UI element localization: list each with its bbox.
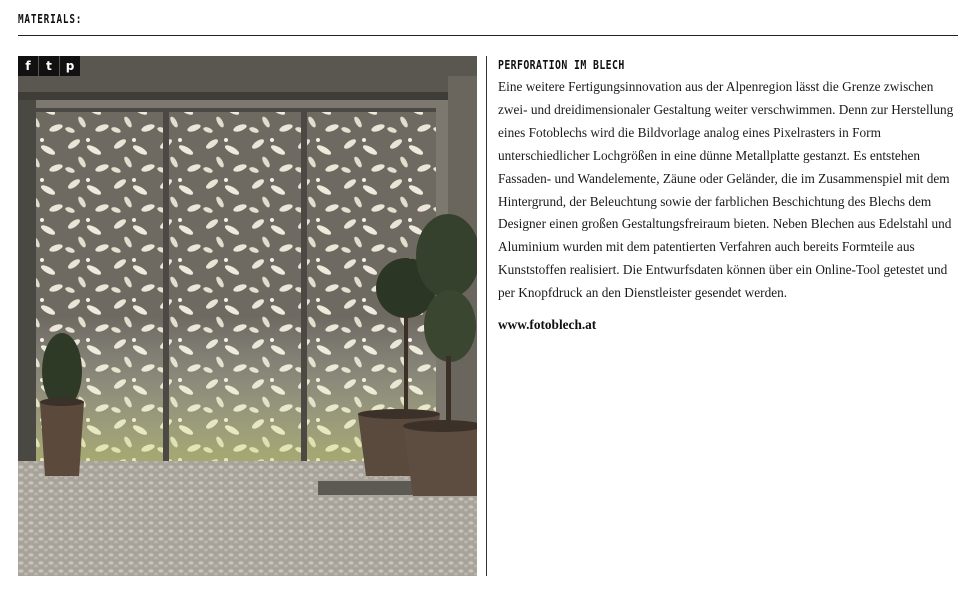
- article-title: PERFORATION IM BLECH: [498, 58, 625, 72]
- pinterest-share-button[interactable]: [60, 56, 80, 76]
- pinterest-icon: p: [65, 59, 75, 73]
- article: [498, 58, 958, 333]
- facebook-share-button[interactable]: [18, 56, 38, 76]
- article-photo: [18, 56, 477, 576]
- column-divider: [486, 56, 487, 576]
- section-label: MATERIALS:: [18, 12, 83, 26]
- twitter-icon: t: [46, 59, 52, 73]
- facebook-icon: f: [25, 59, 31, 73]
- header-divider: [18, 35, 958, 36]
- twitter-share-button[interactable]: [39, 56, 59, 76]
- article-link[interactable]: www.fotoblech.at: [498, 317, 597, 333]
- share-bar: [18, 56, 80, 76]
- article-body: Eine weitere Fertigungsinnovation aus der Alpenregion lässt die Grenze zwischen zwei- und dreidimensionaler Gestaltung weiter verschwimmen. Denn zur Herstellung eines Fotoblechs wird die Bildvorlage analog eines Pixelrasters in Form unterschiedlicher Lochgrößen in eine dünne Metallplatte gestanzt. Es entstehen Fassaden- und Wandelemente, Zäune oder Geländer, die im Zusammenspiel mit dem Hintergrund, der Beleuchtung sowie der farblichen Beschichtung des Blechs dem Designer einen großen Gestaltungsfreiraum bieten. Neben Blechen aus Edelstahl und Aluminium wurden mit dem patentierten Verfahren auch bereits Formteile aus Kunststoffen realisiert. Die Entwurfsdaten können über ein Online-Tool getestet und per Knopfdruck an den Dienstleister gesendet werden.: [498, 79, 954, 301]
